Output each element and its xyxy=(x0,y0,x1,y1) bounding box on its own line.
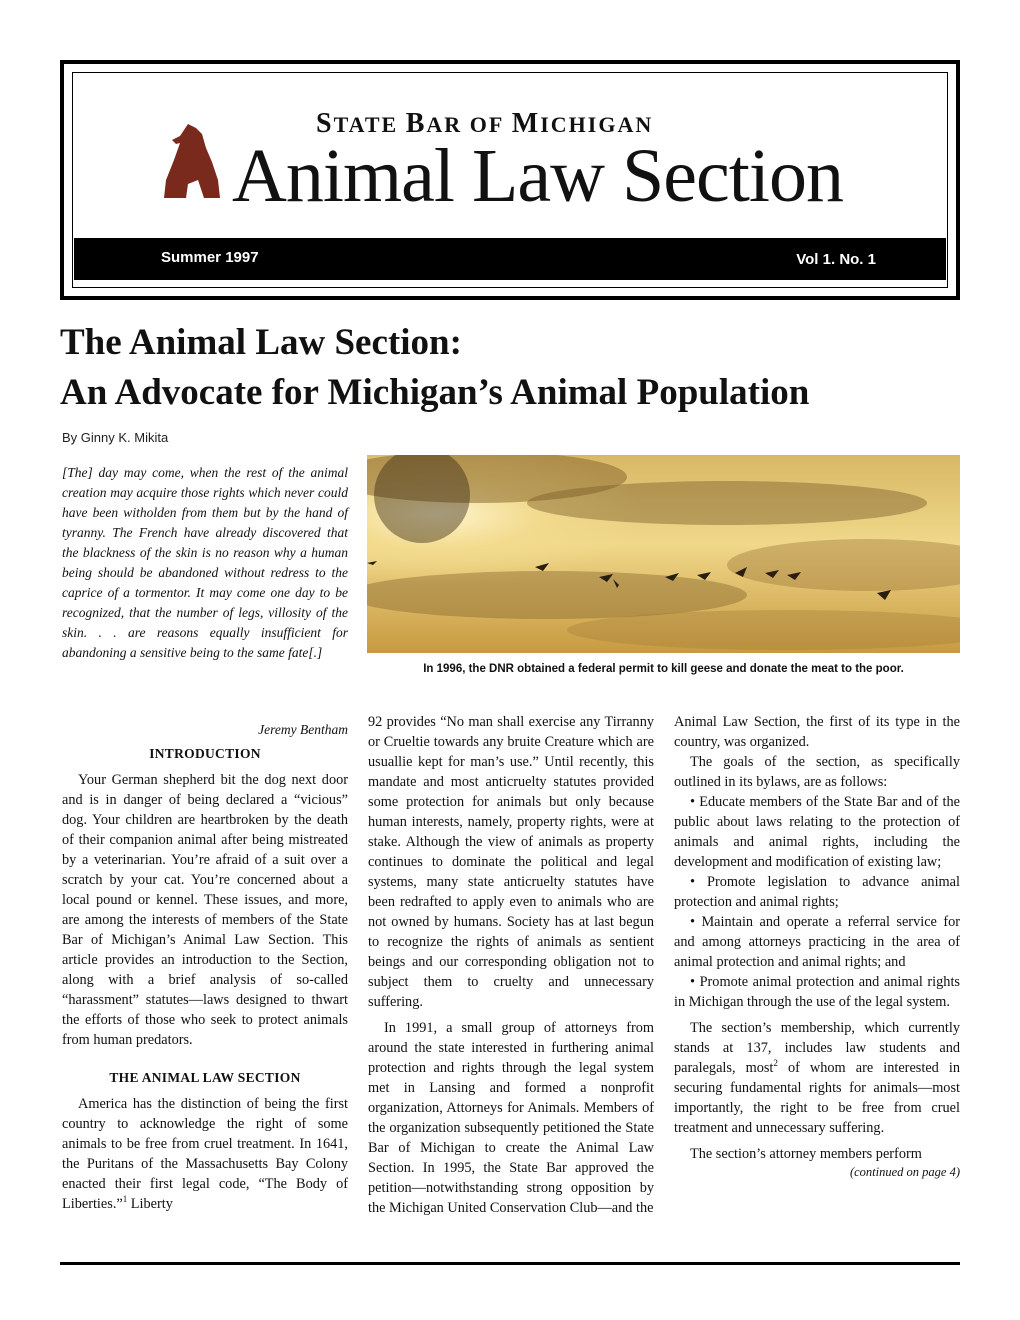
issue-season: Summer 1997 xyxy=(161,249,259,266)
goal-item: • Educate members of the State Bar and of the public about laws relating to the protection of animals and animal rights, including the development and modification of existing law; xyxy=(674,794,960,870)
headline-line-2: An Advocate for Michigan’s Animal Population xyxy=(60,372,810,413)
headline-line-1: The Animal Law Section: xyxy=(60,322,462,363)
continued-note[interactable]: (continued on page 4) xyxy=(849,1165,960,1179)
heading-animal-law-section: THE ANIMAL LAW SECTION xyxy=(109,1070,301,1085)
goal-item: • Promote animal protection and animal rights in Michigan through the use of the legal system. xyxy=(674,974,960,1010)
epigraph-author: Jeremy Bentham xyxy=(258,722,348,737)
column-2 xyxy=(368,712,654,1218)
col3-paragraph-2: The goals of the section, as specifically outlined in its bylaws, are as follows: xyxy=(674,754,960,790)
geese-photo xyxy=(367,455,960,653)
epigraph-quote: [The] day may come, when the rest of the animal creation may acquire those rights which never could have been witholden from them but by the hand of tyranny. The French have already discovered that the blackness of the skin is no reason why a human being should be abandoned without redress to the caprice of a tormentor. It may come one day to be recognized, that the number of legs, villosity of the skin. . . are reasons equally insufficient for abandoning a sensitive being to the same fate[.] xyxy=(62,465,348,660)
dog-silhouette xyxy=(164,124,220,198)
newsletter-title xyxy=(232,134,843,218)
org-word: S xyxy=(316,108,334,139)
heading-introduction: INTRODUCTION xyxy=(149,746,261,761)
col3-paragraph-4: The section’s attorney members perform xyxy=(690,1146,922,1162)
column-3 xyxy=(674,712,960,1180)
photo-caption: In 1996, the DNR obtained a federal permit to kill geese and donate the meat to the poor. xyxy=(423,663,904,675)
column-1 xyxy=(62,744,348,1214)
col3-paragraph-1: Animal Law Section, the first of its type in the country, was organized. xyxy=(674,714,960,750)
masthead xyxy=(60,60,960,300)
bottom-rule xyxy=(60,1262,960,1265)
geese-photo-illustration xyxy=(367,455,960,653)
issue-volume: Vol 1. No. 1 xyxy=(796,251,876,268)
goal-item: • Promote legislation to advance animal protection and animal rights; xyxy=(674,874,960,910)
section-paragraph: America has the distinction of being the first country to acknowledge the right of some animals to be free from cruel treatment. In 1641, the Puritans of the Massachusetts Bay Colony enacted their first legal code, “The Body of Liberties.”$^1$ Liberty xyxy=(62,1096,348,1212)
organization-name: STATE BAR OF MICHIGAN xyxy=(316,108,654,139)
col2-paragraph-2: In 1991, a small group of attorneys from around the state interested in furthering animal protection and rights through the legal system met in Lansing and formed a nonprofit organization, Attorneys for Animals. Members of the organization subsequently petitioned the State Bar of Michigan to create the Animal Law Section. In 1995, the State Bar approved the petition—notwithstanding strong opposition by the Michigan United Conservation Club—and the xyxy=(368,1020,654,1216)
byline: By Ginny K. Mikita xyxy=(62,430,169,445)
col2-paragraph-1: 92 provides “No man shall exercise any Tirranny or Crueltie towards any bruite Creature which are usuallie kept for man’s use.” Until recently, this mandate and most anticruelty statutes provided some protection for animals but only because human interests, namely, property rights, were at stake. Although the view of animals as property continues to dominate the political and legal systems, many state anticruelty statutes have been redrafted to apply even to animals who are not owned by humans. Society has at last begun to recognize the rights of animals as sentient beings and our corresponding obligation not to subject them to cruelty and unnecessary suffering. xyxy=(368,714,654,1010)
footnote-2[interactable]: 2 xyxy=(773,1058,778,1069)
article-headline xyxy=(60,318,960,418)
issue-bar xyxy=(74,238,946,280)
footnote-1[interactable]: 1 xyxy=(122,1194,128,1205)
intro-paragraph: Your German shepherd bit the dog next door and is in danger of being declared a “vicious” dog. Your children are heartbroken by the death of their companion animal after being mistreated by a veterinarian. You’re afraid of a suit over a scratch by your cat. You’re concerned about a local pound or kennel. These issues, and more, are among the interests of members of the State Bar of Michigan’s Animal Law Section. This article provides an introduction to the Section, along with a brief analysis of so-called “harassment” statutes—laws designed to thwart the efforts of those who seek to protect animals from human predators. xyxy=(62,772,348,1048)
goal-item: • Maintain and operate a referral service for and among attorneys practicing in the area of animal protection and animal rights; and xyxy=(674,914,960,970)
col3-paragraph-3: The section’s membership, which currently stands at 137, includes law students and paralegals, most$^2$ of whom are interested in securing fundamental rights for animals—most importantly, the right to be free from cruel treatment and unnecessary suffering. xyxy=(674,1020,960,1136)
title-rest: nimal Law Section xyxy=(285,134,843,218)
title-initial: A xyxy=(232,134,286,218)
